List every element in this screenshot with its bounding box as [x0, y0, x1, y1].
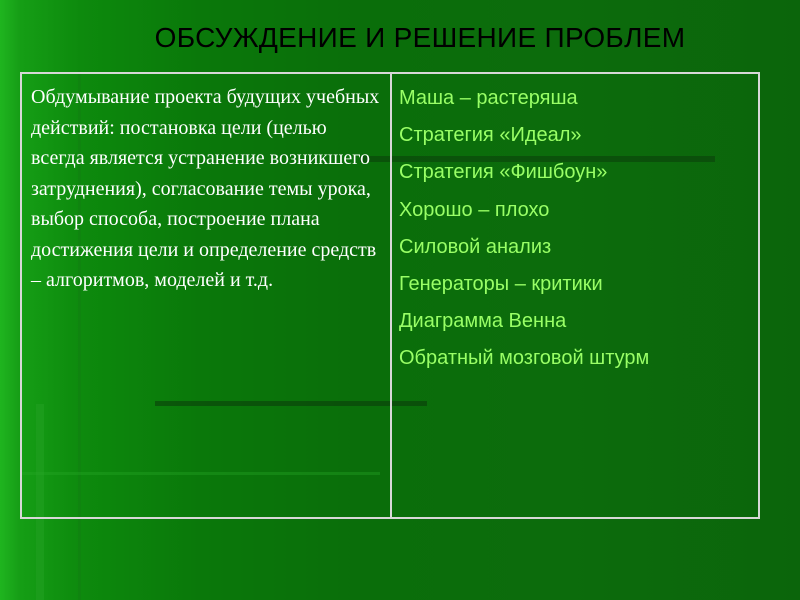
list-item: Маша – растеряша — [399, 87, 578, 109]
list-item: Хорошо – плохо — [399, 198, 550, 221]
slide-title: ОБСУЖДЕНИЕ И РЕШЕНИЕ ПРОБЛЕМ — [154, 22, 686, 53]
description-cell — [22, 74, 392, 517]
list-item: Диаграмма Венна — [399, 310, 567, 333]
description-text: Обдумывание проекта будущих учебных действий: постановка цели (целью всегда является устранение возникшего затруднения), согласование темы урока, выбор способа, построение плана достижения цели и определение средств – алгоритмов, моделей и т.д. — [31, 86, 380, 291]
strategies-cell — [392, 74, 758, 517]
strategies-list — [399, 80, 750, 378]
list-item: Стратегия «Идеал» — [399, 124, 582, 147]
list-item: Стратегия «Фишбоун» — [399, 161, 608, 184]
background-left-strip — [0, 0, 20, 600]
list-item: Силовой анализ — [399, 235, 552, 258]
list-item: Обратный мозговой штурм — [399, 347, 650, 370]
list-item: Генераторы – критики — [399, 273, 603, 296]
content-table — [20, 72, 760, 519]
